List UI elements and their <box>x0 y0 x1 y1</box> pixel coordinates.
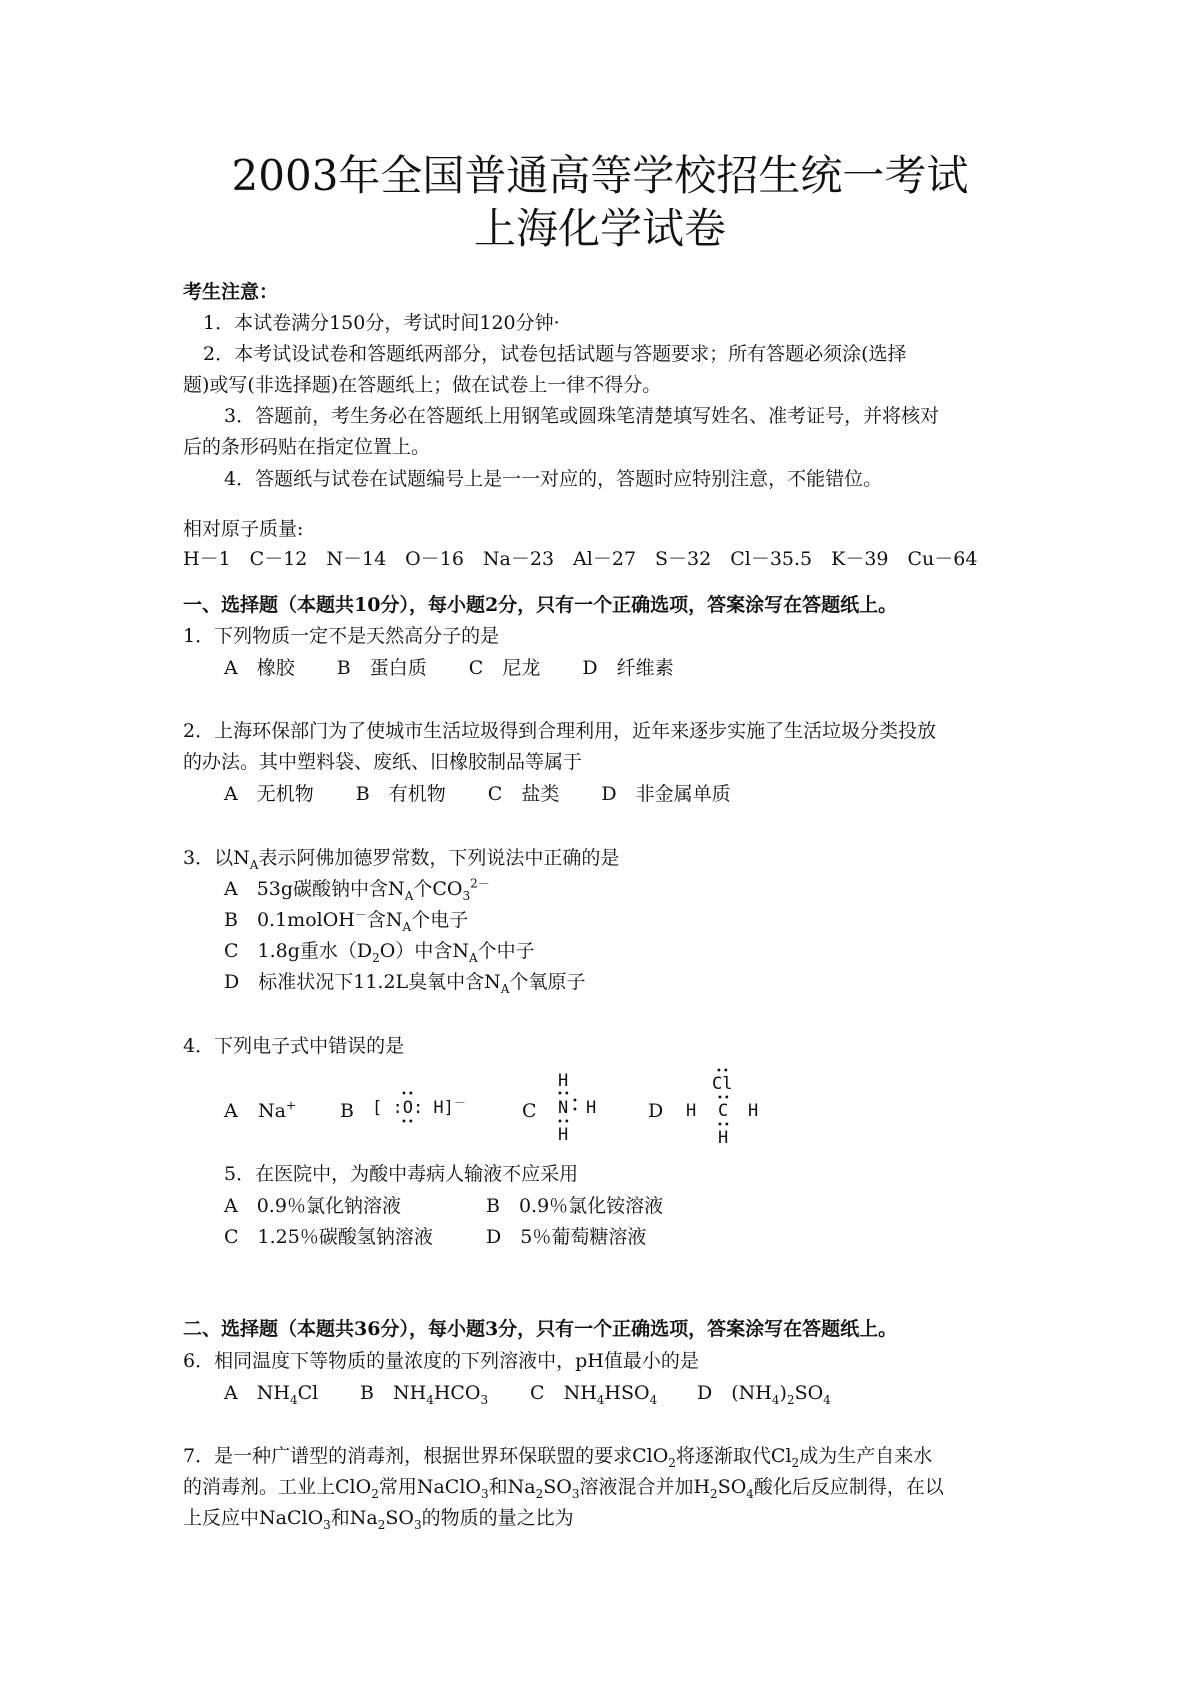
q1-options <box>224 655 710 681</box>
q2-option-b: B 有机物 <box>355 783 446 805</box>
q4-d-dots-top: •• <box>717 1093 731 1104</box>
q4-b-dots-top: •• <box>401 1089 415 1100</box>
q4-d-center-c: C <box>718 1101 729 1121</box>
q4-option-b-formula: [ :O: H]－ <box>372 1095 466 1118</box>
q4-option-a-label: A <box>224 1100 238 1122</box>
q4-option-c-label: C <box>522 1100 537 1122</box>
q4-b-dots-bottom: •• <box>401 1117 415 1128</box>
q2-stem-line2: 的办法。其中塑料袋、废纸、旧橡胶制品等属于 <box>183 751 583 773</box>
q2-option-d: D 非金属单质 <box>601 783 731 805</box>
q4-c-center-n: N <box>558 1098 569 1118</box>
q2-option-c: C 盐类 <box>487 783 560 805</box>
q4-stem: 4．下列电子式中错误的是 <box>183 1035 405 1057</box>
q1-stem: 1．下列物质一定不是天然高分子的是 <box>183 625 500 647</box>
q1-option-a: A 橡胶 <box>224 657 295 679</box>
q3-stem: 3．以$N_A$表示阿佛加德罗常数，下列说法中正确的是 <box>183 847 620 872</box>
q2-stem-line1: 2．上海环保部门为了使城市生活垃圾得到合理利用，近年来逐步实施了生活垃圾分类投放 <box>183 720 937 742</box>
q4-d-left-h: H <box>686 1101 697 1121</box>
notice-item-3: 3．答题前，考生务必在答题纸上用钢笔或圆珠笔清楚填写姓名、准考证号，并将核对 <box>224 405 940 427</box>
exam-title: 2003年全国普通高等学校招生统一考试 <box>231 151 969 200</box>
q7-line1: 7．是一种广谱型的消毒剂，根据世界环保联盟的要求ClO$_2$将逐渐取代$Cl_2$成为生产自来水 <box>183 1445 933 1470</box>
section1-heading: 一、选择题（本题共10分），每小题2分，只有一个正确选项，答案涂写在答题纸上。 <box>183 594 898 616</box>
q5-option-c: C 1.25％碳酸氢钠溶液 <box>224 1226 433 1248</box>
q4-d-top-cl: Cl <box>712 1074 733 1094</box>
atomic-mass-label: 相对原子质量: <box>183 518 304 540</box>
q4-option-b-label: B <box>340 1100 354 1122</box>
notice-item-2-cont: 题)或写(非选择题)在答题纸上；做在试卷上一律不得分。 <box>183 374 662 396</box>
q4-c-dots-right: • • <box>572 1096 578 1116</box>
q6-option-c: C $NH_4HSO_4$ <box>530 1382 658 1407</box>
atomic-mass-values: H－1 C－12 N－14 O－16 Na－23 Al－27 S－32 Cl－35.5 K－39 Cu－64 <box>183 548 978 570</box>
q4-c-right-h: H <box>586 1098 597 1118</box>
q2-options <box>224 781 767 807</box>
notice-item-3-cont: 后的条形码贴在指定位置上。 <box>183 436 431 458</box>
q6-option-d: D $(NH_4)_2SO_4$ <box>697 1382 831 1407</box>
q4-d-dots-bottom: •• <box>717 1120 731 1131</box>
q2-option-a: A 无机物 <box>224 783 314 805</box>
q1-option-d: D 纤维素 <box>582 657 674 679</box>
q4-d-bottom-h: H <box>718 1128 729 1148</box>
section2-heading: 二、选择题（本题共36分），每小题3分，只有一个正确选项，答案涂写在答题纸上。 <box>183 1318 898 1340</box>
q7-line2: 的消毒剂。工业上ClO$_2$常用NaClO$_3$和$Na_2SO_3$溶液混合并加$H_2SO_4$酸化后反应制得，在以 <box>183 1476 944 1501</box>
notice-item-4: 4．答题纸与试卷在试题编号上是一一对应的，答题时应特别注意，不能错位。 <box>224 468 883 490</box>
q1-option-c: C 尼龙 <box>468 657 541 679</box>
q4-c-dots-top: •• <box>557 1089 571 1100</box>
q3-option-b: B 0.1molOH－含$N_A$个电子 <box>224 907 469 934</box>
q6-option-b: B $NH_4HCO_3$ <box>360 1382 489 1407</box>
q4-c-top-h: H <box>558 1071 569 1091</box>
q4-c-dots-bottom: •• <box>557 1117 571 1128</box>
q3-option-d: D 标准状况下11.2L臭氧中含$N_A$个氧原子 <box>224 971 586 996</box>
q6-stem: 6．相同温度下等物质的量浓度的下列溶液中，pH值最小的是 <box>183 1350 699 1372</box>
q5-option-a: A 0.9％氯化钠溶液 <box>224 1195 401 1217</box>
q4-option-d-label: D <box>648 1100 664 1122</box>
q5-option-d: D 5％葡萄糖溶液 <box>486 1226 647 1248</box>
q7-line3: 上反应中NaClO$_3$和$Na_2SO_3$的物质的量之比为 <box>183 1507 574 1532</box>
q4-d-right-h: H <box>748 1101 759 1121</box>
q3-option-c: C 1.8g重水$(D_2O)$中含$N_A$个中子 <box>224 940 535 965</box>
q4-option-a-formula: Na+ <box>258 1098 297 1122</box>
q1-option-b: B 蛋白质 <box>336 657 427 679</box>
q3-option-a: A 53g碳酸钠中含$N_A$个$CO_3^{2-}$ <box>224 876 490 903</box>
q4-d-dots-cl-top: •• <box>716 1066 730 1077</box>
q5-stem: 5．在医院中，为酸中毒病人输液不应采用 <box>224 1163 579 1185</box>
q5-option-b: B 0.9％氯化铵溶液 <box>486 1195 664 1217</box>
notice-heading: 考生注意： <box>183 281 279 303</box>
exam-subtitle: 上海化学试卷 <box>473 204 726 253</box>
notice-item-2: 2．本考试设试卷和答题纸两部分，试卷包括试题与答题要求；所有答题必须涂(选择 <box>203 343 907 365</box>
notice-item-1: 1．本试卷满分150分，考试时间120分钟· <box>203 312 560 334</box>
q4-c-bottom-h: H <box>558 1125 569 1145</box>
q6-option-a: A $NH_4Cl$ <box>224 1382 319 1407</box>
